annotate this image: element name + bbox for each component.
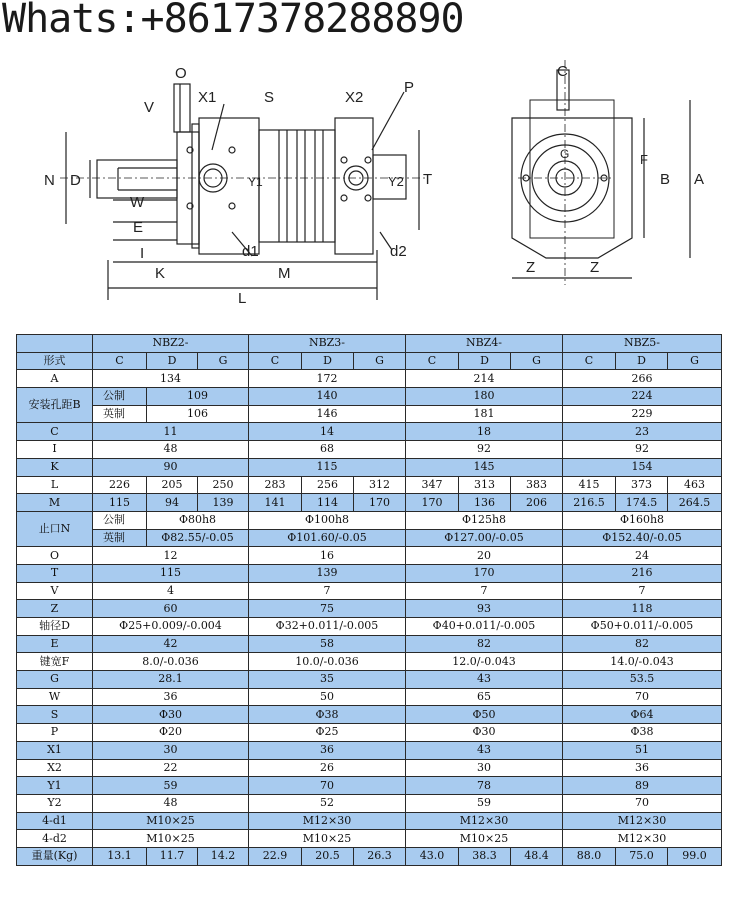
label-I: I <box>140 245 145 262</box>
label-T: T <box>423 171 433 188</box>
table-cell: Φ82.55/-0.05 <box>147 529 249 547</box>
table-cell: Φ160h8 <box>563 511 722 529</box>
table-cell: 70 <box>563 794 722 812</box>
table-cell: M12×30 <box>563 812 722 830</box>
table-cell: 20 <box>406 547 563 565</box>
row-label: T <box>17 564 93 582</box>
table-cell: 8.0/-0.036 <box>93 653 249 671</box>
table-cell: 48 <box>93 441 249 459</box>
table-cell: 18 <box>406 423 563 441</box>
row-label: X2 <box>17 759 93 777</box>
row-label: M <box>17 494 93 512</box>
table-cell: 283 <box>249 476 302 494</box>
label-d1: d1 <box>242 243 259 260</box>
table-cell: 154 <box>563 458 722 476</box>
table-cell: 172 <box>249 370 406 388</box>
table-cell: Φ38 <box>249 706 406 724</box>
variant-header: D <box>302 352 354 370</box>
table-row <box>17 635 722 653</box>
table-cell: 216.5 <box>563 494 616 512</box>
row-label: 形式 <box>17 352 93 370</box>
variant-header: D <box>147 352 198 370</box>
label-V: V <box>144 99 155 116</box>
table-row <box>17 441 722 459</box>
table-cell: 28.1 <box>93 671 249 689</box>
table-cell: 52 <box>249 794 406 812</box>
label-d2: d2 <box>390 243 407 260</box>
table-cell: 24 <box>563 547 722 565</box>
table-row <box>17 759 722 777</box>
table-cell: 347 <box>406 476 459 494</box>
table-cell: 92 <box>563 441 722 459</box>
variant-header: C <box>563 352 616 370</box>
table-cell: 118 <box>563 600 722 618</box>
table-cell: 53.5 <box>563 671 722 689</box>
label-N: N <box>44 172 55 189</box>
variant-header: G <box>198 352 249 370</box>
table-row <box>17 812 722 830</box>
table-row <box>17 582 722 600</box>
table-cell: 139 <box>249 564 406 582</box>
table-cell: 415 <box>563 476 616 494</box>
table-row <box>17 405 722 423</box>
label-L: L <box>238 290 247 307</box>
table-cell: Φ64 <box>563 706 722 724</box>
table-cell: M10×25 <box>406 830 563 848</box>
table-cell: 115 <box>93 564 249 582</box>
row-label: L <box>17 476 93 494</box>
row-label: I <box>17 441 93 459</box>
table-cell: 36 <box>249 741 406 759</box>
table-cell: 20.5 <box>302 847 354 865</box>
table-cell: 82 <box>563 635 722 653</box>
table-cell: 250 <box>198 476 249 494</box>
table-cell: 48.4 <box>511 847 563 865</box>
table-cell: 22 <box>93 759 249 777</box>
table-cell: 14.2 <box>198 847 249 865</box>
label-M: M <box>278 265 291 282</box>
row-label: 安装孔距B <box>17 388 93 423</box>
row-label: 键宽F <box>17 653 93 671</box>
table-cell: 7 <box>249 582 406 600</box>
table-row <box>17 830 722 848</box>
table-cell: 14 <box>249 423 406 441</box>
row-label: K <box>17 458 93 476</box>
table-row <box>17 494 722 512</box>
table-cell: 313 <box>459 476 511 494</box>
label-B: B <box>660 171 671 188</box>
table-cell: M12×30 <box>563 830 722 848</box>
variant-header: G <box>511 352 563 370</box>
row-label: 4-d1 <box>17 812 93 830</box>
table-cell: 51 <box>563 741 722 759</box>
row-label: 轴径D <box>17 618 93 636</box>
table-cell: 68 <box>249 441 406 459</box>
table-cell: 90 <box>93 458 249 476</box>
table-cell: 170 <box>406 564 563 582</box>
table-cell: 206 <box>511 494 563 512</box>
label-D: D <box>70 172 81 189</box>
table-cell: 82 <box>406 635 563 653</box>
label-Y1: Y1 <box>248 175 263 189</box>
table-row <box>17 458 722 476</box>
specification-rows <box>17 352 722 865</box>
table-cell: 463 <box>668 476 722 494</box>
table-row <box>17 529 722 547</box>
row-label: 4-d2 <box>17 830 93 848</box>
table-cell: 48 <box>93 794 249 812</box>
watermark-text: Whats:+8617378288890 <box>2 0 464 42</box>
table-cell: 180 <box>406 388 563 406</box>
table-cell: Φ40+0.011/-0.005 <box>406 618 563 636</box>
table-cell: 26.3 <box>354 847 406 865</box>
table-row <box>17 741 722 759</box>
table-row <box>17 511 722 529</box>
table-cell: 94 <box>147 494 198 512</box>
row-label: G <box>17 671 93 689</box>
table-cell: 78 <box>406 777 563 795</box>
unit-label: 英制 <box>93 529 147 547</box>
table-cell: 174.5 <box>616 494 668 512</box>
table-row <box>17 688 722 706</box>
label-S: S <box>264 89 275 106</box>
table-cell: 4 <box>93 582 249 600</box>
table-row <box>17 388 722 406</box>
table-cell: 141 <box>249 494 302 512</box>
table-cell: M10×25 <box>93 812 249 830</box>
model-header: NBZ2- <box>93 335 249 353</box>
table-cell: 75.0 <box>616 847 668 865</box>
table-cell: 383 <box>511 476 563 494</box>
table-cell: 226 <box>93 476 147 494</box>
row-label: P <box>17 724 93 742</box>
label-O: O <box>175 65 187 82</box>
variant-header: G <box>354 352 406 370</box>
table-row <box>17 777 722 795</box>
model-header-row <box>17 335 722 353</box>
table-cell: Φ25+0.009/-0.004 <box>93 618 249 636</box>
table-cell: 59 <box>406 794 563 812</box>
label-E: E <box>133 219 144 236</box>
row-label: Y2 <box>17 794 93 812</box>
table-row <box>17 653 722 671</box>
table-cell: 214 <box>406 370 563 388</box>
table-cell: 38.3 <box>459 847 511 865</box>
table-cell: M12×30 <box>249 812 406 830</box>
table-cell: 88.0 <box>563 847 616 865</box>
row-label: 重量(Kg) <box>17 847 93 865</box>
table-cell: 312 <box>354 476 406 494</box>
table-cell: 93 <box>406 600 563 618</box>
table-row <box>17 600 722 618</box>
table-row <box>17 671 722 689</box>
row-label: C <box>17 423 93 441</box>
table-cell: 181 <box>406 405 563 423</box>
table-cell: 92 <box>406 441 563 459</box>
row-label: W <box>17 688 93 706</box>
table-cell: Φ50+0.011/-0.005 <box>563 618 722 636</box>
table-cell: 36 <box>563 759 722 777</box>
table-cell: 145 <box>406 458 563 476</box>
table-cell: 75 <box>249 600 406 618</box>
table-cell: 106 <box>147 405 249 423</box>
row-label: A <box>17 370 93 388</box>
table-cell: 109 <box>147 388 249 406</box>
table-cell: 7 <box>406 582 563 600</box>
table-cell: M12×30 <box>406 812 563 830</box>
table-cell: M10×25 <box>249 830 406 848</box>
unit-label: 公制 <box>93 388 147 406</box>
table-row <box>17 370 722 388</box>
table-row <box>17 476 722 494</box>
table-cell: Φ127.00/-0.05 <box>406 529 563 547</box>
table-cell: 43 <box>406 671 563 689</box>
table-row <box>17 564 722 582</box>
technical-drawing <box>0 0 750 330</box>
label-W: W <box>130 194 145 211</box>
table-cell: Φ32+0.011/-0.005 <box>249 618 406 636</box>
specification-table <box>16 334 722 866</box>
table-cell: 224 <box>563 388 722 406</box>
table-cell: 256 <box>302 476 354 494</box>
table-cell: 12.0/-0.043 <box>406 653 563 671</box>
label-C: C <box>557 63 568 80</box>
table-cell: 115 <box>249 458 406 476</box>
row-label: E <box>17 635 93 653</box>
model-header: NBZ4- <box>406 335 563 353</box>
label-X1: X1 <box>198 89 217 106</box>
table-row <box>17 423 722 441</box>
table-cell: 170 <box>406 494 459 512</box>
variant-header: D <box>459 352 511 370</box>
table-row <box>17 706 722 724</box>
table-cell: 373 <box>616 476 668 494</box>
table-cell: Φ25 <box>249 724 406 742</box>
variant-header: D <box>616 352 668 370</box>
table-cell: 136 <box>459 494 511 512</box>
table-cell: 16 <box>249 547 406 565</box>
table-cell: 89 <box>563 777 722 795</box>
label-A: A <box>694 171 705 188</box>
row-label: 止口N <box>17 511 93 546</box>
table-cell: 134 <box>93 370 249 388</box>
table-cell: Φ80h8 <box>147 511 249 529</box>
row-label: Y1 <box>17 777 93 795</box>
table-row <box>17 724 722 742</box>
table-cell: 35 <box>249 671 406 689</box>
table-cell: 59 <box>93 777 249 795</box>
row-label: X1 <box>17 741 93 759</box>
table-cell: 140 <box>249 388 406 406</box>
pump-dimension-drawing <box>0 0 750 330</box>
table-row <box>17 794 722 812</box>
table-cell: 65 <box>406 688 563 706</box>
table-cell: 266 <box>563 370 722 388</box>
table-cell: Φ20 <box>93 724 249 742</box>
table-cell: 114 <box>302 494 354 512</box>
table-cell: 36 <box>93 688 249 706</box>
label-F: F <box>640 152 648 167</box>
variant-header: C <box>249 352 302 370</box>
variant-header: C <box>93 352 147 370</box>
table-row <box>17 847 722 865</box>
label-Y2: Y2 <box>388 174 404 189</box>
shaft-outline <box>97 160 177 198</box>
table-cell: 146 <box>249 405 406 423</box>
table-cell: 22.9 <box>249 847 302 865</box>
unit-label: 公制 <box>93 511 147 529</box>
label-X2: X2 <box>345 89 364 106</box>
rear-body-outline <box>335 118 373 254</box>
table-cell: 99.0 <box>668 847 722 865</box>
row-label: O <box>17 547 93 565</box>
table-cell: 43.0 <box>406 847 459 865</box>
variant-header: C <box>406 352 459 370</box>
table-cell: 70 <box>563 688 722 706</box>
table-cell: 14.0/-0.043 <box>563 653 722 671</box>
table-cell: Φ100h8 <box>249 511 406 529</box>
table-cell: Φ30 <box>93 706 249 724</box>
table-cell: 205 <box>147 476 198 494</box>
row-label: Z <box>17 600 93 618</box>
label-Z-left: Z <box>526 259 536 276</box>
table-cell: Φ125h8 <box>406 511 563 529</box>
table-row <box>17 547 722 565</box>
corner-cell <box>17 335 93 353</box>
table-row <box>17 352 722 370</box>
table-cell: Φ101.60/-0.05 <box>249 529 406 547</box>
table-cell: 170 <box>354 494 406 512</box>
table-cell: 26 <box>249 759 406 777</box>
table-cell: 139 <box>198 494 249 512</box>
table-cell: 7 <box>563 582 722 600</box>
table-cell: 43 <box>406 741 563 759</box>
label-P: P <box>404 79 415 96</box>
table-cell: 58 <box>249 635 406 653</box>
variant-header: G <box>668 352 722 370</box>
table-cell: 216 <box>563 564 722 582</box>
model-header: NBZ5- <box>563 335 722 353</box>
row-label: V <box>17 582 93 600</box>
table-cell: 13.1 <box>93 847 147 865</box>
table-cell: 42 <box>93 635 249 653</box>
flange-outline <box>177 132 199 244</box>
label-Z-right: Z <box>590 259 600 276</box>
table-cell: Φ50 <box>406 706 563 724</box>
table-cell: 70 <box>249 777 406 795</box>
table-cell: 30 <box>93 741 249 759</box>
table-cell: 264.5 <box>668 494 722 512</box>
table-cell: 12 <box>93 547 249 565</box>
table-cell: Φ30 <box>406 724 563 742</box>
unit-label: 英制 <box>93 405 147 423</box>
table-cell: Φ38 <box>563 724 722 742</box>
row-label: S <box>17 706 93 724</box>
label-G: G <box>560 147 570 161</box>
table-cell: 115 <box>93 494 147 512</box>
table-cell: M10×25 <box>93 830 249 848</box>
table-cell: 10.0/-0.036 <box>249 653 406 671</box>
table-cell: 11.7 <box>147 847 198 865</box>
table-cell: 23 <box>563 423 722 441</box>
table-cell: 30 <box>406 759 563 777</box>
model-header: NBZ3- <box>249 335 406 353</box>
table-row <box>17 618 722 636</box>
label-K: K <box>155 265 166 282</box>
table-cell: 50 <box>249 688 406 706</box>
table-cell: 60 <box>93 600 249 618</box>
table-cell: 11 <box>93 423 249 441</box>
table-cell: 229 <box>563 405 722 423</box>
outlet-port-outline <box>174 84 190 132</box>
table-cell: Φ152.40/-0.05 <box>563 529 722 547</box>
